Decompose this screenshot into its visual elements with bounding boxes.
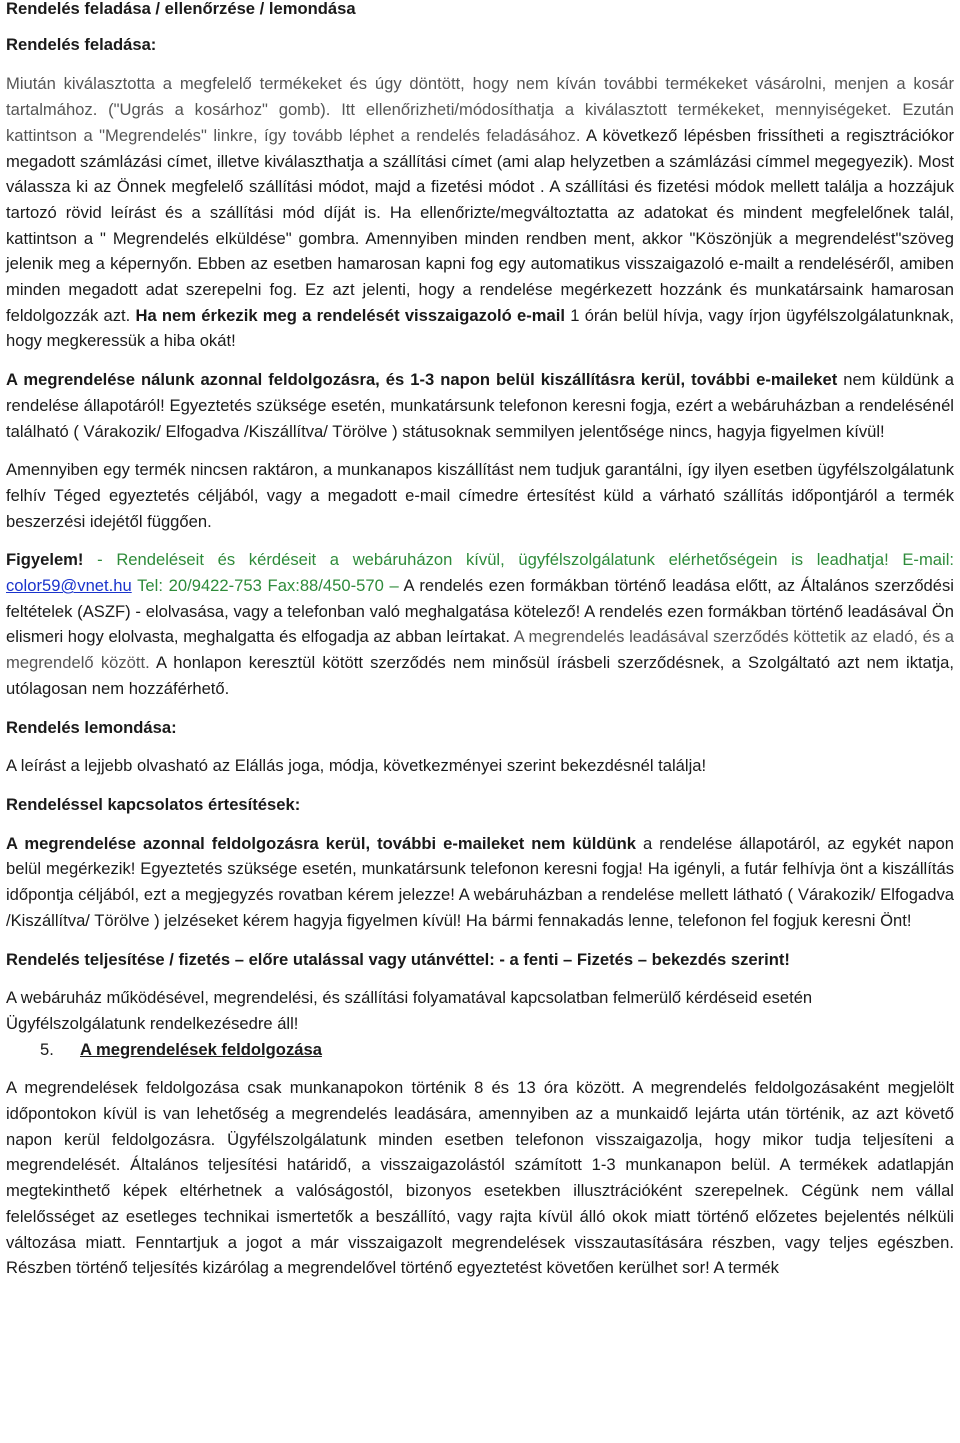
paragraph-cancellation: A leírást a lejjebb olvasható az Elállás joga, módja, következményei szerint bekezdésnél találja! xyxy=(6,756,707,776)
attention-grey-text: A megrendelés leadásával szerződés köttetik az eladó, és a megrendelő között. xyxy=(6,627,955,673)
email-link[interactable]: color59@vnet.hu xyxy=(6,576,132,596)
heading-number: 5. xyxy=(40,1039,54,1059)
paragraph-out-of-stock: Amennyiben egy termék nincsen raktáron, a munkanapos kiszállítást nem tudjuk garantálni, így ilyen esetben ügyfélszolgálatunk felhív Téged egyeztetés céljából, vagy a megadott e-mail címedre értesítést küld a várható szállítás időpontjáról a termék beszerzési idejétől függően. xyxy=(6,460,954,531)
processing-text: nem küldünk a rendelése állapotáról! Egyeztetés szüksége esetén, munkatársunk telefonon keresni fogja, ezért a webáruházban a rendelésénél található ( Várakozik/ Elfogadva /Kiszállítva/ Törölve ) státusoknak semmilyen jelentősége nincs, hagyja figyelmen kívül! xyxy=(6,370,954,441)
attention-text-1: A rendelés ezen formákban történő leadása előtt, az Általános szerződési feltételek (ASZF) - elolvasása, vagy a telefonban való meghalgatása kötelező! A rendelés ezen formákban történő leadásával Ön elismeri hogy elolvasta, meghalgatta és elfogadja az abban leírtakat. xyxy=(6,576,954,647)
page-title: Rendelés feladása / ellenőrzése / lemondása xyxy=(6,0,356,18)
notifications-bold: A megrendelése azonnal feldolgozásra kerül, további e-maileket nem küldünk xyxy=(6,833,637,853)
contact-phone-fax: Tel: 20/9422-753 Fax:88/450-570 – xyxy=(131,576,404,596)
notifications-text: a rendelése állapotáról, az egykét napon belül megérkezik! Egyeztetés szüksége esetén, munkatársunk telefonon keresni fogja! Ha igényli, a futár felhívja önt a kiszállítás időpontja céljából, ezt a megjegyzés rovatban kérem jelezze! A webáruházban a rendelése mellett látható ( Várakozik/ Elfogadva /Kiszállítva/ Törölve ) jelzéseket kérem hagyja figyelmen kívül! Ha bármi fennakadás lenne, telefonon fel fogjuk keresni Önt! xyxy=(6,833,954,930)
paragraph-processing xyxy=(6,367,954,444)
paragraph-notifications xyxy=(6,831,954,934)
heading-title: A megrendelések feldolgozása xyxy=(80,1039,322,1059)
section-heading-teljesites: Rendelés teljesítése / fizetés – előre utalással vagy utánvéttel: - a fenti – Fizetés – bekezdés szerint! xyxy=(6,949,790,969)
order-steps-text-4: 1 órán belül hívja, vagy írjon ügyfélszolgálatunknak, hogy megkeressük a hiba okát! xyxy=(6,305,955,351)
order-steps-text-2: Itt ellenőrizheti/módosíthatja a kiválasztott termékeket, mennyiségeket. Ezután kattintson a "Megrendelés" linkre, így tovább léphet a rendelés feladásához. xyxy=(6,100,954,145)
processing-bold: A megrendelése nálunk azonnal feldolgozásra, és 1-3 napon belül kiszállításra kerül, további e-maileket xyxy=(6,370,838,390)
attention-label: Figyelem! xyxy=(6,550,84,570)
section-heading-ertesitesek: Rendeléssel kapcsolatos értesítések: xyxy=(6,794,301,814)
section-heading-rendeles-lemondasa: Rendelés lemondása: xyxy=(6,717,177,737)
order-steps-text-1: Miután kiválasztotta a megfelelő termékeket és úgy döntött, hogy nem kíván további termékeket vásárolni, menjen a kosár tartalmához. ("Ugrás a kosárhoz" gomb). xyxy=(6,74,954,120)
order-steps-text-3: A következő lépésben frissítheti a regisztrációkor megadott számlázási címet, illetve kiválaszthatja a szállítási címet (ami alap helyzetben a számlázási címmel megegyezik). Most válassza ki az Önnek megfelelő szállítási módot, majd a fizetési módot . A szállítási és fizetési módok mellett találja a hozzájuk tartozó rövid leírást és a szállítási mód díját is. Ha ellenőrizte/megváltoztatta az adatokat és mindent megfelelőnek talál, kattintson a " Megrendelés elküldése" gombra. Amennyiben minden rendben ment, akkor "Köszönjük a megrendelést"szöveg jelenik meg a képernyőn. Ebben az esetben hamarosan kapni fog egy automatikus visszaigazoló e-mailt a rendeléséről, amiben minden megadott adat szerepelni fog. Ez azt jelenti, hogy a rendelése megérkezett hozzánk és munkatársaink hamarosan feldolgozzák azt. xyxy=(6,125,954,325)
numbered-heading-5 xyxy=(6,1037,954,1063)
order-steps-bold-warning: Ha nem érkezik meg a rendelését visszaigazoló e-mail xyxy=(135,305,565,325)
paragraph-order-steps xyxy=(6,71,954,354)
section-heading-rendeles-feladasa: Rendelés feladása: xyxy=(6,34,157,54)
attention-green-text: - Rendeléseit és kérdéseit a webáruházon kívül, ügyfélszolgálatunk elérhetőségein is leadhatja! E-mail: xyxy=(83,550,954,570)
paragraph-attention xyxy=(6,547,954,701)
paragraph-order-processing: A megrendelések feldolgozása csak munkanapokon történik 8 és 13 óra között. A megrendelés feldolgozásaként megjelölt időpontokon kívül is van lehetőség a megrendelés leadására, amennyiben az a munkaidő lejárta után történik, az azt követő napon kerül feldolgozásra. Ügyfélszolgálatunk minden esetben telefonon visszaigazolja, hogy mikor tudja teljesíteni a megrendelését. Általános teljesítési határidő, a visszaigazolástól számított 1-3 munkanapon belül. A termékek adatlapján megtekinthető képek eltérhetnek a valóságostól, bizonyos esetekben illusztrációként szerepelnek. Cégünk nem vállal felelősséget az esetleges technikai ismertetők a beszállító, vagy rajta kívül álló okok miatt történő előzetes bejelentés nélküli változása miatt. Fenntartjuk a jogot a már visszaigazolt megrendelések visszautasítására részben, vagy teljes egészben. Részben történő teljesítés kizárólag a megrendelővel történő egyeztetést követően kerülhet sor! A termék xyxy=(6,1078,954,1278)
attention-text-2: A honlapon keresztül kötött szerződés nem minősül írásbeli szerződésnek, a Szolgáltató azt nem iktatja, utólagosan nem hozzáférhető. xyxy=(6,653,954,698)
paragraph-customer-service: A webáruház működésével, megrendelési, és szállítási folyamatával kapcsolatban felmerülő kérdéseid esetén Ügyfélszolgálatunk rendelkezésedre áll! xyxy=(6,988,813,1033)
